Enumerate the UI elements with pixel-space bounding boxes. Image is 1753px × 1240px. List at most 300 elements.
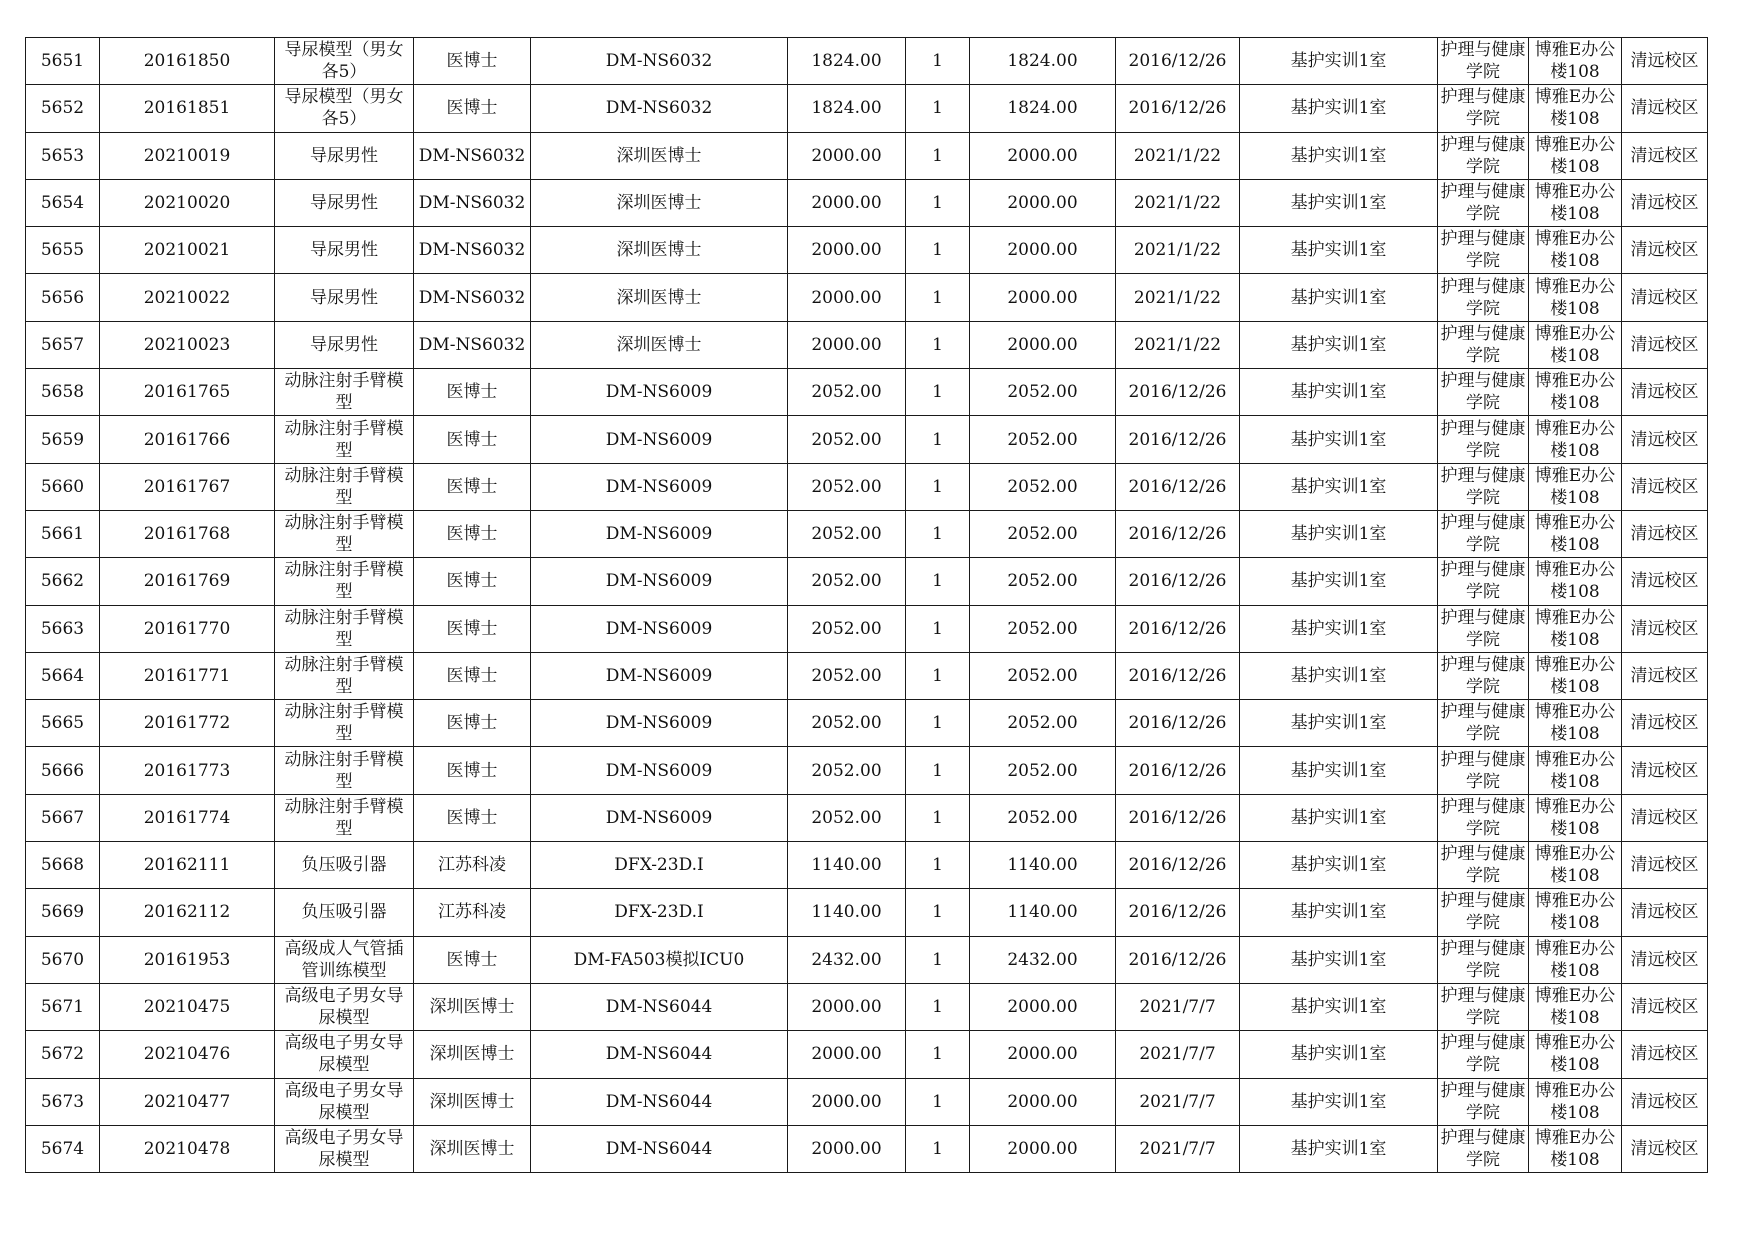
brand-cell: 医博士 — [414, 463, 531, 510]
table-row — [26, 1031, 1708, 1078]
unit-price-cell: 2000.00 — [788, 227, 906, 274]
model-cell: 深圳医博士 — [531, 274, 788, 321]
custodian-office-cell: 博雅E办公楼108 — [1529, 983, 1622, 1030]
table-row — [26, 605, 1708, 652]
brand-cell: DM-NS6032 — [414, 179, 531, 226]
asset-code-cell: 20210477 — [100, 1078, 275, 1125]
custodian-office-cell: 博雅E办公楼108 — [1529, 463, 1622, 510]
department-cell: 护理与健康学院 — [1438, 321, 1529, 368]
asset-code-cell: 20161772 — [100, 700, 275, 747]
asset-name-cell: 负压吸引器 — [275, 842, 414, 889]
model-cell: DM-NS6009 — [531, 416, 788, 463]
model-cell: DFX-23D.Ⅰ — [531, 842, 788, 889]
quantity-cell: 1 — [906, 38, 970, 85]
row-number-cell: 5666 — [26, 747, 100, 794]
quantity-cell: 1 — [906, 321, 970, 368]
unit-price-cell: 2000.00 — [788, 179, 906, 226]
department-cell: 护理与健康学院 — [1438, 179, 1529, 226]
asset-name-cell: 动脉注射手臂模型 — [275, 700, 414, 747]
asset-name-cell: 动脉注射手臂模型 — [275, 558, 414, 605]
purchase-date-cell: 2016/12/26 — [1116, 652, 1240, 699]
department-cell: 护理与健康学院 — [1438, 605, 1529, 652]
quantity-cell: 1 — [906, 510, 970, 557]
unit-price-cell: 2052.00 — [788, 605, 906, 652]
amount-cell: 1824.00 — [970, 85, 1116, 132]
amount-cell: 1140.00 — [970, 889, 1116, 936]
model-cell: DM-NS6009 — [531, 794, 788, 841]
location-cell: 基护实训1室 — [1240, 983, 1438, 1030]
custodian-office-cell: 博雅E办公楼108 — [1529, 842, 1622, 889]
amount-cell: 2000.00 — [970, 1078, 1116, 1125]
amount-cell: 2052.00 — [970, 700, 1116, 747]
table-row — [26, 700, 1708, 747]
amount-cell: 2052.00 — [970, 605, 1116, 652]
asset-code-cell: 20210476 — [100, 1031, 275, 1078]
unit-price-cell: 2000.00 — [788, 1125, 906, 1172]
unit-price-cell: 1824.00 — [788, 85, 906, 132]
department-cell: 护理与健康学院 — [1438, 85, 1529, 132]
purchase-date-cell: 2016/12/26 — [1116, 889, 1240, 936]
unit-price-cell: 1824.00 — [788, 38, 906, 85]
row-number-cell: 5674 — [26, 1125, 100, 1172]
amount-cell: 2000.00 — [970, 1125, 1116, 1172]
amount-cell: 2052.00 — [970, 463, 1116, 510]
location-cell: 基护实训1室 — [1240, 38, 1438, 85]
location-cell: 基护实训1室 — [1240, 652, 1438, 699]
row-number-cell: 5654 — [26, 179, 100, 226]
brand-cell: 医博士 — [414, 85, 531, 132]
quantity-cell: 1 — [906, 1125, 970, 1172]
brand-cell: 医博士 — [414, 416, 531, 463]
table-row — [26, 227, 1708, 274]
purchase-date-cell: 2021/1/22 — [1116, 179, 1240, 226]
model-cell: DM-NS6009 — [531, 747, 788, 794]
table-row — [26, 85, 1708, 132]
location-cell: 基护实训1室 — [1240, 85, 1438, 132]
table-row — [26, 369, 1708, 416]
brand-cell: 医博士 — [414, 558, 531, 605]
department-cell: 护理与健康学院 — [1438, 463, 1529, 510]
purchase-date-cell: 2016/12/26 — [1116, 463, 1240, 510]
amount-cell: 2000.00 — [970, 132, 1116, 179]
model-cell: DM-NS6009 — [531, 652, 788, 699]
amount-cell: 2052.00 — [970, 747, 1116, 794]
campus-cell: 清远校区 — [1622, 558, 1708, 605]
campus-cell: 清远校区 — [1622, 369, 1708, 416]
campus-cell: 清远校区 — [1622, 794, 1708, 841]
campus-cell: 清远校区 — [1622, 1031, 1708, 1078]
department-cell: 护理与健康学院 — [1438, 132, 1529, 179]
model-cell: DM-NS6044 — [531, 1125, 788, 1172]
model-cell: DM-NS6009 — [531, 558, 788, 605]
amount-cell: 2000.00 — [970, 227, 1116, 274]
brand-cell: 医博士 — [414, 794, 531, 841]
model-cell: 深圳医博士 — [531, 132, 788, 179]
campus-cell: 清远校区 — [1622, 889, 1708, 936]
brand-cell: 深圳医博士 — [414, 1078, 531, 1125]
table-row — [26, 1078, 1708, 1125]
amount-cell: 1824.00 — [970, 38, 1116, 85]
campus-cell: 清远校区 — [1622, 700, 1708, 747]
unit-price-cell: 2000.00 — [788, 983, 906, 1030]
location-cell: 基护实训1室 — [1240, 463, 1438, 510]
row-number-cell: 5671 — [26, 983, 100, 1030]
amount-cell: 2000.00 — [970, 321, 1116, 368]
asset-code-cell: 20210019 — [100, 132, 275, 179]
asset-name-cell: 导尿男性 — [275, 321, 414, 368]
asset-code-cell: 20162112 — [100, 889, 275, 936]
asset-code-cell: 20161773 — [100, 747, 275, 794]
amount-cell: 2052.00 — [970, 510, 1116, 557]
unit-price-cell: 2052.00 — [788, 700, 906, 747]
department-cell: 护理与健康学院 — [1438, 936, 1529, 983]
asset-code-cell: 20161771 — [100, 652, 275, 699]
custodian-office-cell: 博雅E办公楼108 — [1529, 605, 1622, 652]
table-row — [26, 179, 1708, 226]
model-cell: DM-NS6032 — [531, 85, 788, 132]
asset-name-cell: 高级电子男女导尿模型 — [275, 983, 414, 1030]
asset-name-cell: 动脉注射手臂模型 — [275, 463, 414, 510]
row-number-cell: 5668 — [26, 842, 100, 889]
campus-cell: 清远校区 — [1622, 1125, 1708, 1172]
unit-price-cell: 2000.00 — [788, 1031, 906, 1078]
row-number-cell: 5669 — [26, 889, 100, 936]
department-cell: 护理与健康学院 — [1438, 558, 1529, 605]
table-row — [26, 652, 1708, 699]
row-number-cell: 5663 — [26, 605, 100, 652]
asset-name-cell: 导尿模型（男女各5） — [275, 85, 414, 132]
brand-cell: 医博士 — [414, 936, 531, 983]
purchase-date-cell: 2016/12/26 — [1116, 936, 1240, 983]
department-cell: 护理与健康学院 — [1438, 38, 1529, 85]
asset-code-cell: 20210478 — [100, 1125, 275, 1172]
asset-code-cell: 20161765 — [100, 369, 275, 416]
custodian-office-cell: 博雅E办公楼108 — [1529, 179, 1622, 226]
brand-cell: 江苏科凌 — [414, 889, 531, 936]
campus-cell: 清远校区 — [1622, 842, 1708, 889]
department-cell: 护理与健康学院 — [1438, 794, 1529, 841]
unit-price-cell: 1140.00 — [788, 842, 906, 889]
custodian-office-cell: 博雅E办公楼108 — [1529, 227, 1622, 274]
campus-cell: 清远校区 — [1622, 605, 1708, 652]
brand-cell: 医博士 — [414, 747, 531, 794]
asset-name-cell: 动脉注射手臂模型 — [275, 652, 414, 699]
department-cell: 护理与健康学院 — [1438, 510, 1529, 557]
row-number-cell: 5660 — [26, 463, 100, 510]
row-number-cell: 5665 — [26, 700, 100, 747]
campus-cell: 清远校区 — [1622, 227, 1708, 274]
asset-name-cell: 动脉注射手臂模型 — [275, 747, 414, 794]
table-row — [26, 842, 1708, 889]
asset-name-cell: 动脉注射手臂模型 — [275, 369, 414, 416]
quantity-cell: 1 — [906, 605, 970, 652]
location-cell: 基护实训1室 — [1240, 1078, 1438, 1125]
asset-code-cell: 20162111 — [100, 842, 275, 889]
table-row — [26, 1125, 1708, 1172]
model-cell: DM-NS6009 — [531, 700, 788, 747]
table-row — [26, 510, 1708, 557]
asset-name-cell: 动脉注射手臂模型 — [275, 794, 414, 841]
location-cell: 基护实训1室 — [1240, 179, 1438, 226]
table-row — [26, 983, 1708, 1030]
row-number-cell: 5662 — [26, 558, 100, 605]
location-cell: 基护实训1室 — [1240, 321, 1438, 368]
table-row — [26, 321, 1708, 368]
department-cell: 护理与健康学院 — [1438, 416, 1529, 463]
custodian-office-cell: 博雅E办公楼108 — [1529, 1031, 1622, 1078]
quantity-cell: 1 — [906, 794, 970, 841]
department-cell: 护理与健康学院 — [1438, 747, 1529, 794]
purchase-date-cell: 2021/7/7 — [1116, 1031, 1240, 1078]
quantity-cell: 1 — [906, 842, 970, 889]
quantity-cell: 1 — [906, 132, 970, 179]
asset-name-cell: 导尿模型（男女各5） — [275, 38, 414, 85]
purchase-date-cell: 2016/12/26 — [1116, 416, 1240, 463]
location-cell: 基护实训1室 — [1240, 842, 1438, 889]
asset-name-cell: 导尿男性 — [275, 132, 414, 179]
custodian-office-cell: 博雅E办公楼108 — [1529, 747, 1622, 794]
campus-cell: 清远校区 — [1622, 132, 1708, 179]
table-row — [26, 889, 1708, 936]
quantity-cell: 1 — [906, 558, 970, 605]
table-row — [26, 416, 1708, 463]
asset-code-cell: 20161766 — [100, 416, 275, 463]
custodian-office-cell: 博雅E办公楼108 — [1529, 889, 1622, 936]
purchase-date-cell: 2016/12/26 — [1116, 510, 1240, 557]
location-cell: 基护实训1室 — [1240, 227, 1438, 274]
campus-cell: 清远校区 — [1622, 321, 1708, 368]
brand-cell: DM-NS6032 — [414, 321, 531, 368]
custodian-office-cell: 博雅E办公楼108 — [1529, 700, 1622, 747]
purchase-date-cell: 2016/12/26 — [1116, 700, 1240, 747]
brand-cell: 医博士 — [414, 510, 531, 557]
asset-name-cell: 导尿男性 — [275, 274, 414, 321]
unit-price-cell: 2052.00 — [788, 416, 906, 463]
unit-price-cell: 2052.00 — [788, 747, 906, 794]
row-number-cell: 5651 — [26, 38, 100, 85]
purchase-date-cell: 2021/1/22 — [1116, 132, 1240, 179]
asset-code-cell: 20161850 — [100, 38, 275, 85]
custodian-office-cell: 博雅E办公楼108 — [1529, 416, 1622, 463]
row-number-cell: 5652 — [26, 85, 100, 132]
department-cell: 护理与健康学院 — [1438, 842, 1529, 889]
department-cell: 护理与健康学院 — [1438, 700, 1529, 747]
campus-cell: 清远校区 — [1622, 274, 1708, 321]
asset-code-cell: 20161769 — [100, 558, 275, 605]
table-body — [26, 38, 1708, 1173]
campus-cell: 清远校区 — [1622, 652, 1708, 699]
asset-name-cell: 动脉注射手臂模型 — [275, 416, 414, 463]
campus-cell: 清远校区 — [1622, 85, 1708, 132]
model-cell: DM-NS6009 — [531, 605, 788, 652]
model-cell: DM-NS6044 — [531, 983, 788, 1030]
campus-cell: 清远校区 — [1622, 1078, 1708, 1125]
row-number-cell: 5657 — [26, 321, 100, 368]
table-row — [26, 936, 1708, 983]
asset-code-cell: 20210021 — [100, 227, 275, 274]
brand-cell: 医博士 — [414, 369, 531, 416]
unit-price-cell: 2052.00 — [788, 510, 906, 557]
amount-cell: 2052.00 — [970, 652, 1116, 699]
asset-code-cell: 20161851 — [100, 85, 275, 132]
table-row — [26, 274, 1708, 321]
brand-cell: 医博士 — [414, 652, 531, 699]
department-cell: 护理与健康学院 — [1438, 274, 1529, 321]
brand-cell: 医博士 — [414, 700, 531, 747]
unit-price-cell: 2052.00 — [788, 794, 906, 841]
asset-name-cell: 高级成人气管插管训练模型 — [275, 936, 414, 983]
campus-cell: 清远校区 — [1622, 179, 1708, 226]
brand-cell: DM-NS6032 — [414, 274, 531, 321]
brand-cell: DM-NS6032 — [414, 132, 531, 179]
row-number-cell: 5659 — [26, 416, 100, 463]
model-cell: 深圳医博士 — [531, 179, 788, 226]
location-cell: 基护实训1室 — [1240, 558, 1438, 605]
brand-cell: 深圳医博士 — [414, 1031, 531, 1078]
quantity-cell: 1 — [906, 179, 970, 226]
location-cell: 基护实训1室 — [1240, 369, 1438, 416]
custodian-office-cell: 博雅E办公楼108 — [1529, 1078, 1622, 1125]
unit-price-cell: 2000.00 — [788, 132, 906, 179]
amount-cell: 2000.00 — [970, 983, 1116, 1030]
amount-cell: 2052.00 — [970, 369, 1116, 416]
quantity-cell: 1 — [906, 652, 970, 699]
quantity-cell: 1 — [906, 227, 970, 274]
unit-price-cell: 2000.00 — [788, 274, 906, 321]
quantity-cell: 1 — [906, 700, 970, 747]
brand-cell: 深圳医博士 — [414, 983, 531, 1030]
quantity-cell: 1 — [906, 1031, 970, 1078]
amount-cell: 2000.00 — [970, 274, 1116, 321]
department-cell: 护理与健康学院 — [1438, 369, 1529, 416]
table-row — [26, 132, 1708, 179]
custodian-office-cell: 博雅E办公楼108 — [1529, 85, 1622, 132]
table-row — [26, 747, 1708, 794]
quantity-cell: 1 — [906, 416, 970, 463]
amount-cell: 2052.00 — [970, 416, 1116, 463]
unit-price-cell: 2052.00 — [788, 558, 906, 605]
purchase-date-cell: 2021/1/22 — [1116, 274, 1240, 321]
location-cell: 基护实训1室 — [1240, 132, 1438, 179]
asset-name-cell: 高级电子男女导尿模型 — [275, 1125, 414, 1172]
asset-code-cell: 20210475 — [100, 983, 275, 1030]
asset-code-cell: 20161774 — [100, 794, 275, 841]
purchase-date-cell: 2016/12/26 — [1116, 747, 1240, 794]
asset-code-cell: 20161767 — [100, 463, 275, 510]
brand-cell: DM-NS6032 — [414, 227, 531, 274]
purchase-date-cell: 2021/1/22 — [1116, 321, 1240, 368]
row-number-cell: 5673 — [26, 1078, 100, 1125]
purchase-date-cell: 2016/12/26 — [1116, 842, 1240, 889]
asset-code-cell: 20210022 — [100, 274, 275, 321]
amount-cell: 2000.00 — [970, 179, 1116, 226]
unit-price-cell: 2052.00 — [788, 463, 906, 510]
asset-name-cell: 负压吸引器 — [275, 889, 414, 936]
asset-name-cell: 高级电子男女导尿模型 — [275, 1031, 414, 1078]
asset-name-cell: 导尿男性 — [275, 179, 414, 226]
purchase-date-cell: 2021/1/22 — [1116, 227, 1240, 274]
location-cell: 基护实训1室 — [1240, 274, 1438, 321]
quantity-cell: 1 — [906, 85, 970, 132]
asset-code-cell: 20161768 — [100, 510, 275, 557]
model-cell: DM-NS6009 — [531, 369, 788, 416]
quantity-cell: 1 — [906, 747, 970, 794]
custodian-office-cell: 博雅E办公楼108 — [1529, 274, 1622, 321]
quantity-cell: 1 — [906, 889, 970, 936]
row-number-cell: 5661 — [26, 510, 100, 557]
purchase-date-cell: 2016/12/26 — [1116, 369, 1240, 416]
purchase-date-cell: 2021/7/7 — [1116, 1125, 1240, 1172]
quantity-cell: 1 — [906, 1078, 970, 1125]
location-cell: 基护实训1室 — [1240, 936, 1438, 983]
location-cell: 基护实训1室 — [1240, 747, 1438, 794]
amount-cell: 2432.00 — [970, 936, 1116, 983]
department-cell: 护理与健康学院 — [1438, 1125, 1529, 1172]
asset-code-cell: 20210020 — [100, 179, 275, 226]
department-cell: 护理与健康学院 — [1438, 983, 1529, 1030]
campus-cell: 清远校区 — [1622, 510, 1708, 557]
asset-name-cell: 动脉注射手臂模型 — [275, 605, 414, 652]
unit-price-cell: 1140.00 — [788, 889, 906, 936]
amount-cell: 2052.00 — [970, 794, 1116, 841]
unit-price-cell: 2052.00 — [788, 652, 906, 699]
quantity-cell: 1 — [906, 369, 970, 416]
department-cell: 护理与健康学院 — [1438, 227, 1529, 274]
model-cell: DM-NS6009 — [531, 510, 788, 557]
purchase-date-cell: 2016/12/26 — [1116, 558, 1240, 605]
campus-cell: 清远校区 — [1622, 38, 1708, 85]
asset-code-cell: 20210023 — [100, 321, 275, 368]
asset-name-cell: 导尿男性 — [275, 227, 414, 274]
row-number-cell: 5670 — [26, 936, 100, 983]
purchase-date-cell: 2021/7/7 — [1116, 1078, 1240, 1125]
custodian-office-cell: 博雅E办公楼108 — [1529, 558, 1622, 605]
row-number-cell: 5658 — [26, 369, 100, 416]
custodian-office-cell: 博雅E办公楼108 — [1529, 510, 1622, 557]
campus-cell: 清远校区 — [1622, 983, 1708, 1030]
row-number-cell: 5672 — [26, 1031, 100, 1078]
asset-code-cell: 20161953 — [100, 936, 275, 983]
location-cell: 基护实训1室 — [1240, 794, 1438, 841]
model-cell: DM-FA503模拟ICU0 — [531, 936, 788, 983]
model-cell: 深圳医博士 — [531, 321, 788, 368]
custodian-office-cell: 博雅E办公楼108 — [1529, 1125, 1622, 1172]
asset-code-cell: 20161770 — [100, 605, 275, 652]
asset-table — [25, 37, 1708, 1173]
row-number-cell: 5667 — [26, 794, 100, 841]
department-cell: 护理与健康学院 — [1438, 1031, 1529, 1078]
custodian-office-cell: 博雅E办公楼108 — [1529, 936, 1622, 983]
table-row — [26, 38, 1708, 85]
location-cell: 基护实训1室 — [1240, 1031, 1438, 1078]
unit-price-cell: 2052.00 — [788, 369, 906, 416]
purchase-date-cell: 2016/12/26 — [1116, 38, 1240, 85]
row-number-cell: 5656 — [26, 274, 100, 321]
location-cell: 基护实训1室 — [1240, 889, 1438, 936]
location-cell: 基护实训1室 — [1240, 1125, 1438, 1172]
model-cell: 深圳医博士 — [531, 227, 788, 274]
row-number-cell: 5653 — [26, 132, 100, 179]
department-cell: 护理与健康学院 — [1438, 1078, 1529, 1125]
table-row — [26, 794, 1708, 841]
model-cell: DM-NS6044 — [531, 1031, 788, 1078]
custodian-office-cell: 博雅E办公楼108 — [1529, 321, 1622, 368]
campus-cell: 清远校区 — [1622, 416, 1708, 463]
quantity-cell: 1 — [906, 983, 970, 1030]
purchase-date-cell: 2016/12/26 — [1116, 794, 1240, 841]
department-cell: 护理与健康学院 — [1438, 889, 1529, 936]
model-cell: DM-NS6009 — [531, 463, 788, 510]
